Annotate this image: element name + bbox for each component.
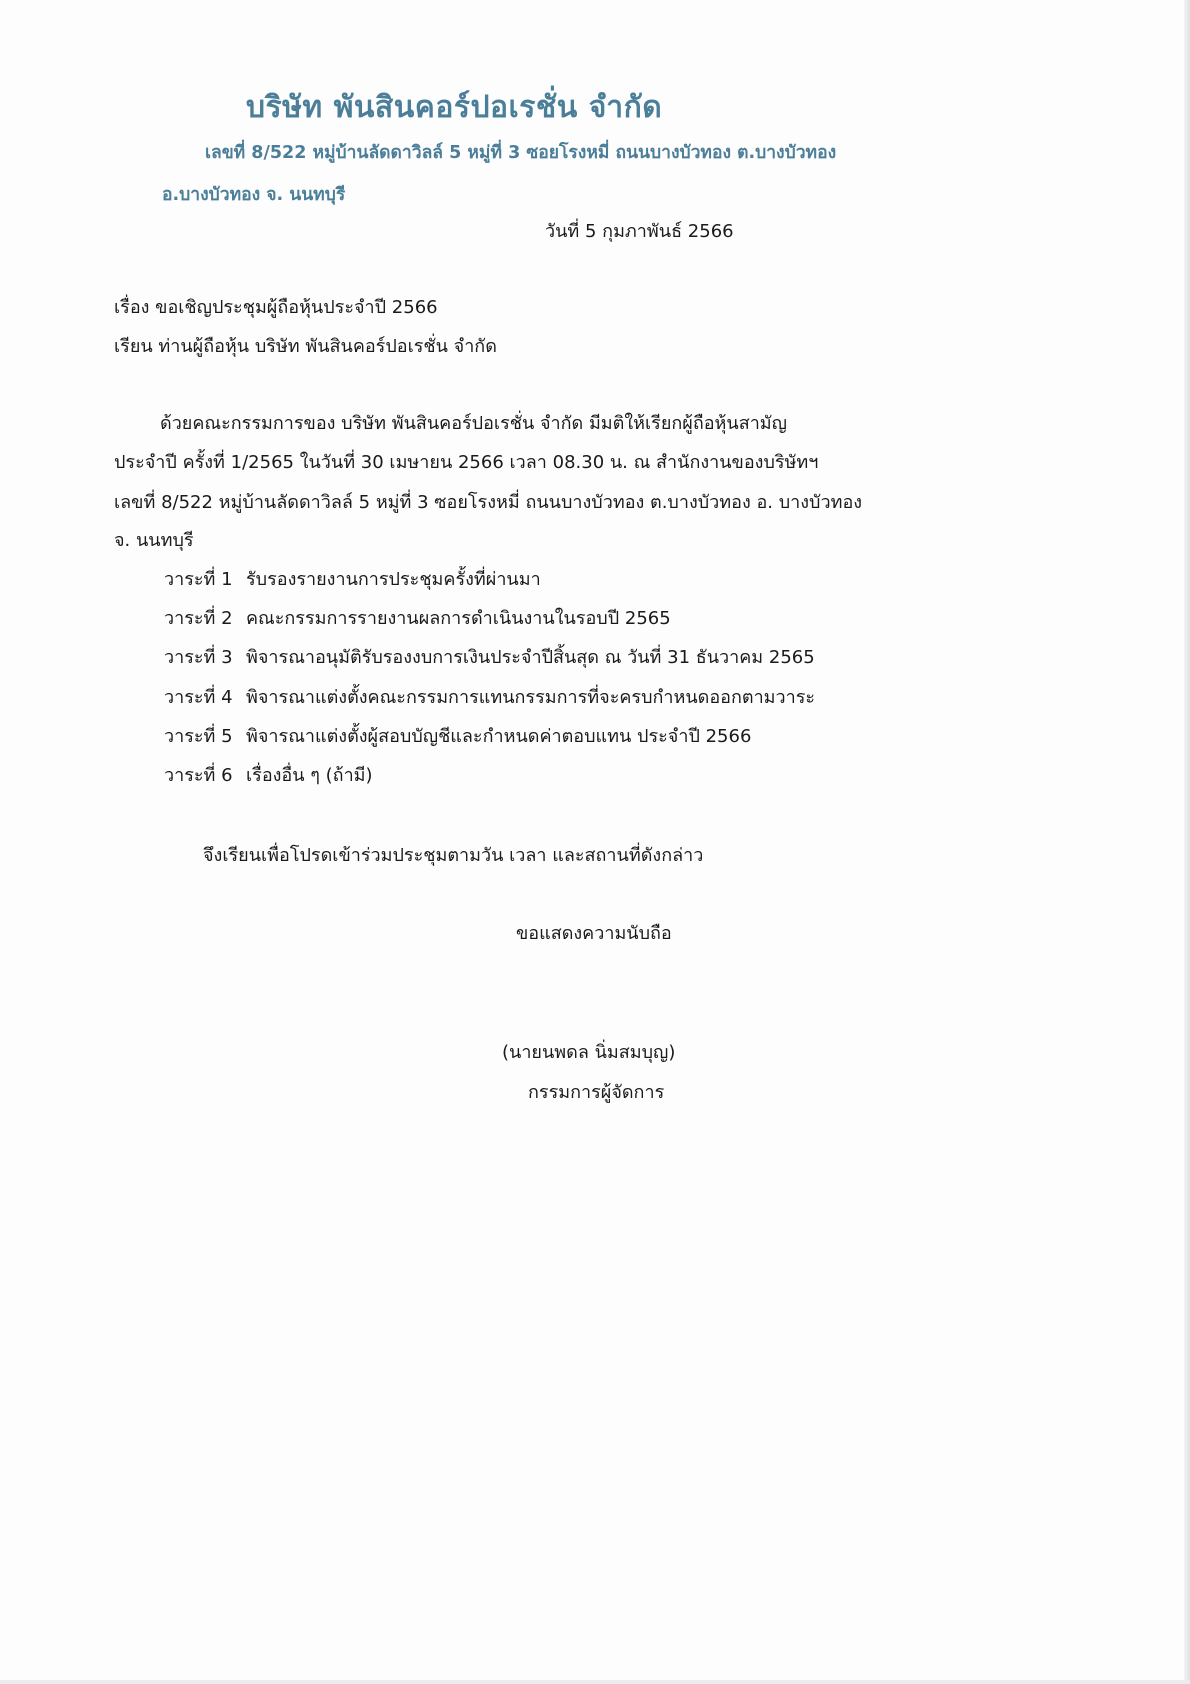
agenda-item — [164, 603, 671, 632]
complimentary-close: ขอแสดงความนับถือ — [516, 923, 672, 944]
agenda-text: พิจารณาอนุมัติรับรองงบการเงินประจำปีสิ้นสุด ณ วันที่ 31 ธันวาคม 2565 — [246, 647, 815, 668]
agenda-text: คณะกรรมการรายงานผลการดำเนินงานในรอบปี 2565 — [246, 608, 671, 629]
agenda-item — [164, 721, 751, 750]
letter-recipient: เรียน ท่านผู้ถือหุ้น บริษัท พันสินคอร์ปอเรชั่น จำกัด — [114, 336, 497, 357]
agenda-number: วาระที่ 4 — [164, 687, 233, 708]
agenda-text: เรื่องอื่น ๆ (ถ้ามี) — [246, 765, 373, 786]
agenda-text: รับรองรายงานการประชุมครั้งที่ผ่านมา — [246, 569, 541, 590]
agenda-text: พิจารณาแต่งตั้งคณะกรรมการแทนกรรมการที่จะครบกำหนดออกตามวาระ — [246, 687, 816, 708]
agenda-number: วาระที่ 1 — [164, 569, 233, 590]
agenda-item — [164, 642, 815, 671]
signer-position: กรรมการผู้จัดการ — [528, 1082, 665, 1103]
closing-sentence: จึงเรียนเพื่อโปรดเข้าร่วมประชุมตามวัน เวลา และสถานที่ดังกล่าว — [203, 845, 704, 866]
letter-subject: เรื่อง ขอเชิญประชุมผู้ถือหุ้นประจำปี 2566 — [114, 297, 438, 318]
agenda-item — [164, 760, 373, 789]
agenda-number: วาระที่ 6 — [164, 765, 233, 786]
body-line-2: ประจำปี ครั้งที่ 1/2565 ในวันที่ 30 เมษายน 2566 เวลา 08.30 น. ณ สำนักงานของบริษัทฯ — [114, 452, 819, 473]
body-line-1: ด้วยคณะกรรมการของ บริษัท พันสินคอร์ปอเรชั่น จำกัด มีมติให้เรียกผู้ถือหุ้นสามัญ — [160, 413, 788, 434]
agenda-item — [164, 682, 815, 711]
body-line-4: จ. นนทบุรี — [114, 530, 194, 551]
letter-date: วันที่ 5 กุมภาพันธ์ 2566 — [545, 221, 734, 242]
agenda-item — [164, 564, 541, 593]
company-address-line1: เลขที่ 8/522 หมู่บ้านลัดดาวิลล์ 5 หมู่ที่ 3 ซอยโรงหมี่ ถนนบางบัวทอง ต.บางบัวทอง — [205, 143, 837, 163]
company-address-line2: อ.บางบัวทอง จ. นนทบุรี — [162, 185, 346, 205]
company-name: บริษัท พันสินคอร์ปอเรชั่น จำกัด — [246, 90, 663, 125]
agenda-text: พิจารณาแต่งตั้งผู้สอบบัญชีและกำหนดค่าตอบแทน ประจำปี 2566 — [246, 726, 752, 747]
scan-edge-bottom — [0, 1680, 1190, 1684]
agenda-number: วาระที่ 3 — [164, 647, 233, 668]
body-line-3: เลขที่ 8/522 หมู่บ้านลัดดาวิลล์ 5 หมู่ที่ 3 ซอยโรงหมี่ ถนนบางบัวทอง ต.บางบัวทอง อ. บางบัวทอง — [114, 492, 863, 513]
scan-edge-right — [1184, 0, 1190, 1684]
signer-name: (นายนพดล นิ่มสมบุญ) — [502, 1042, 676, 1063]
agenda-number: วาระที่ 5 — [164, 726, 233, 747]
agenda-number: วาระที่ 2 — [164, 608, 233, 629]
